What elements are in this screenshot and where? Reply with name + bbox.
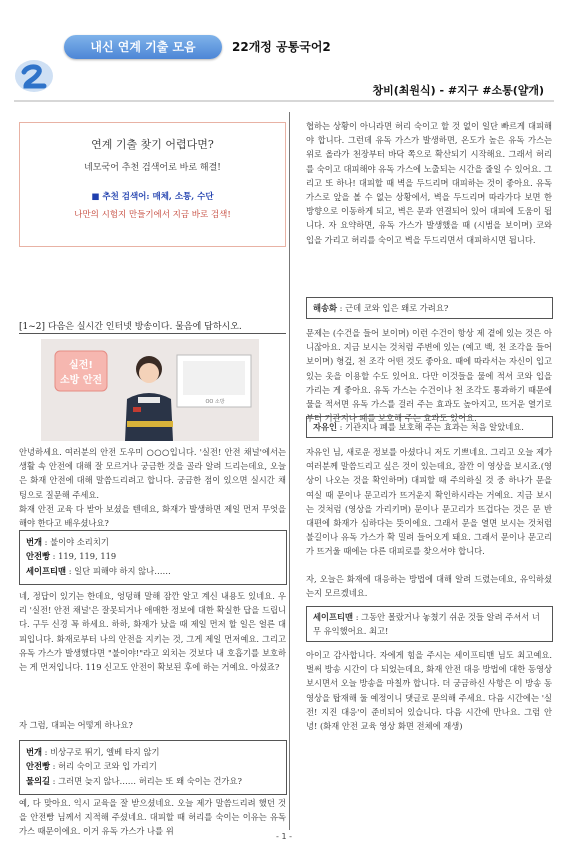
speech-paragraph: 자, 오늘은 화재에 대응하는 방법에 대해 알려 드렸는데요, 유익하셨는지 모르겠네요. <box>306 574 552 599</box>
speech-paragraph: 협하는 상황이 아니라면 허리 숙이고 할 것 없이 일단 빠르게 대피해야 합니다. 그런데 유독 가스가 발생하면, 온도가 높은 유독 가스는 위로 올라가 천장부터 바닥 쪽으로 확산되기 시작해요. 그래서 허리를 숙이고 대피해야 유독 가스에 노출되는 시간을 줄일 수 있어요. 그리고 또 하나! 대피할 때 벽을 두드리며 대피하는 것이 좋아요. 유독 가스로 앞을 볼 수 없는 상황에서, 벽을 두드리며 따라가다 보면 한 방향으로 이동하게 되고, 벽은 문과 연결되어 있어 대피에 도움이 됩니다. 자 요약하면, 유독 가스가 발생했을 때 (시범을 보이며) 코와 입을 가리고 허리를 숙이고 벽을 두드리면서 대피하시면 됩니다. <box>306 121 552 245</box>
chat-text: 그동안 몰랐거나 놓쳤기 쉬운 것들 알려 주셔서 너무 유익했어요. 최고! <box>313 612 540 636</box>
chat-text: 허리 숙이고 코와 입 가리기 <box>58 761 157 772</box>
chat-text: 그러면 늦지 않나…… 허리는 또 왜 숙이는 건가요? <box>58 775 242 786</box>
chat-box <box>19 740 287 795</box>
promo-cta[interactable]: 나만의 시험지 만들기에서 지금 바로 검색! <box>74 210 231 220</box>
promo-title: 연계 기출 찾기 어렵다면? <box>91 138 214 151</box>
speech-paragraph: 예, 다 맞아요. 익시 교육을 잘 받으셨네요. 오늘 제가 말씀드리려 했던 것을 안전빵 님께서 지적해 주셨네요. 대피할 때 허리를 숙이는 이유는 유독 가스 때문이에요. 이거 유독 가스가 나를 위 <box>19 798 286 837</box>
chat-text: 기관지나 폐를 보호해 주는 효과는 처음 알았네요. <box>345 422 524 432</box>
chat-text: 불이야 소리치기 <box>50 537 109 547</box>
publisher-logo-icon <box>14 58 54 94</box>
series-banner: 내신 연계 기출 모음 <box>64 35 222 59</box>
chat-user: 번개 <box>26 747 43 757</box>
chat-box: 자유인 : 기관지나 폐를 보호해 주는 효과는 처음 알았네요. <box>306 416 553 438</box>
chat-box: 세이프티맨 : 그동안 몰랐거나 놓쳤기 쉬운 것들 알려 주셔서 너무 유익했어요. 최고! <box>306 606 553 642</box>
chat-message: 번개 : 비상구로 뛰기, 엘베 타지 않기 <box>26 747 160 757</box>
chat-text: 119, 119, 119 <box>58 551 117 562</box>
speech-paragraph: 안녕하세요. 여러분의 안전 도우미 ○○○입니다. '실전! 안전 채널'에서는 생활 속 안전에 대해 잘 모르거나 궁금한 것을 골라 알려 드리는데요, 오늘은 화재 안전에 대해 말씀드리려고 합니다. 궁금한 점이 있으면 실시간 채팅으로 질문해 주세요. <box>19 447 286 500</box>
promo-keywords: ■ 추천 검색어: 매체, 소통, 수단 <box>91 192 214 202</box>
question-header: [1~2] 다음은 실시간 인터넷 방송이다. 물음에 답하시오. <box>19 322 242 332</box>
subject-title: 22개정 공통국어2 <box>232 40 331 54</box>
question-underline <box>19 333 286 334</box>
chat-user: 안전빵 <box>26 551 51 562</box>
column-divider <box>289 112 290 830</box>
chat-box <box>19 530 287 585</box>
chat-text: 비상구로 뛰기, 엘베 타지 않기 <box>50 747 160 757</box>
screen-label: OO 소방 <box>205 399 225 405</box>
broadcast-scene <box>41 339 259 441</box>
speech-paragraph: 자 그럼, 대피는 어떻게 하나요? <box>19 720 133 730</box>
chat-message: 세이프티맨 : 일단 피해야 하지 않나…… <box>26 565 171 576</box>
chat-user: 안전빵 <box>26 761 51 772</box>
chat-message: 안전빵 : 허리 숙이고 코와 입 가리기 <box>26 761 157 772</box>
chat-box: 해송화 : 근데 코와 입은 왜로 가려요? <box>306 297 553 319</box>
sign-text-2: 소방 안전 <box>59 375 103 386</box>
speech-paragraph: 문제는 (수건을 들어 보이며) 이런 수건이 항상 제 곁에 있는 것은 아니잖아요. 지금 보시는 것처럼 주변에 있는 (예고 백, 천 조각을 들어 보이며) 형겊, 천 조각 어떤 것도 좋아요. 때에 따라서는 자신이 입고 있는 옷을 이용할 수도 있어요. 다만 이것들을 물에 적셔 코와 입을 가리는 게 좋아요. 유독 가스는 수건이나 천 조각도 통과하기 때문에 물을 적셔면 유독 가스를 걸러 주는 효과도 높아지고, 뜨거운 열기로부터 기관지나 폐를 보호해 주는 효과도 있어요. <box>306 328 552 424</box>
chat-message: 안전빵 : 119, 119, 119 <box>26 551 117 562</box>
speech-paragraph: 화재 안전 교육 다 받아 보셨을 텐데요, 화재가 발생하면 제일 먼저 무엇을 해야 한다고 배우셨나요? <box>19 504 286 529</box>
chat-user: 해송화 <box>313 303 338 313</box>
header-divider <box>14 100 554 102</box>
chat-user: 물의길 <box>26 775 51 786</box>
chat-user: 세이프티맨 <box>313 612 354 622</box>
chat-user: 자유인 <box>313 422 338 432</box>
chat-text: 일단 피해야 하지 않나…… <box>74 565 171 576</box>
chat-message: 물의길 : 그러면 늦지 않나…… 허리는 또 왜 숙이는 건가요? <box>26 775 242 786</box>
publisher-line: 창비(최원식) - #지구 #소통(얄개) <box>372 84 544 97</box>
speech-paragraph: 네, 정답이 있기는 한데요, 엉덩해 말해 잠깐 알고 계신 내용도 있네요. 우리 '실전! 안전 채널'은 잘못되거나 애매한 정보에 대한 확실한 답을 드립니다. 구두 신경 꼭 하세요. 하하, 화재가 났을 때 제일 먼저 할 일은 얼른 대피입니다. 화재로부터 나의 안전을 지키는 것, 그게 제일 먼저예요. 그리고 유독 가스가 발생했다면 "불이야!"라고 외치는 것보다 내 호흡기를 보호하는 게 먼저입니다. 119 신고도 안전이 확보된 후에 하는 거예요. 아셨죠? <box>19 591 286 673</box>
chat-text: 근데 코와 입은 왜로 가려요? <box>345 303 449 313</box>
chat-message: 번개 : 불이야 소리치기 <box>26 537 109 547</box>
promo-box <box>19 122 286 247</box>
sign-text-1: 실전! <box>69 360 93 371</box>
chat-user: 세이프티맨 <box>26 565 67 576</box>
speech-paragraph: 아이고 감사합니다. 자에게 힘을 주시는 세이프티맨 님도 최고예요. 벌써 방송 시간이 다 되었는데요, 화재 안전 대응 방법에 대한 동영상 보시면서 오늘 방송을 마칠까 합니다. 더 궁금하신 사항은 이 방송 동영상을 탑재해 둘 예정이니 댓글로 문의해 주세요. 다음 시간에는 '실전! 지진 대응'이 준비되어 있습니다. 다음 시간에 만나요. 그럼 안녕! (화재 안전 교육 영상 화면 전체에 재생) <box>306 650 552 732</box>
promo-subtitle: 네모국어 추천 검색어로 바로 해결! <box>84 163 221 173</box>
speech-paragraph: 자유인 님, 새로운 정보를 아셨다니 저도 기쁘네요. 그리고 오늘 제가 여러분께 말씀드리고 싶은 것이 있는데요, 잠깐 이 영상을 보시죠.(영상이 나오는 것을 확인하며) 대피할 때 주의하실 것 중 하나가 문을 여실 때 문이나 문고리가 뜨거운지 확인하시라는 거예요. 지금 보시는 것처럼 (영상을 가리키며) 문이나 문고리가 뜨겁다는 것은 문 반대편에 화재가 심하다는 뜻이에요. 그래서 문을 열면 보시는 것처럼 불길이나 유독 가스가 확 밀려 들어오게 돼요. 그래서 문이나 문고리가 뜨거울 때에는 다른 대피로를 찾으셔야 합니다. <box>306 447 553 557</box>
page-number: - 1 - <box>276 832 292 841</box>
chat-user: 번개 <box>26 537 43 547</box>
broadcast-illustration <box>41 339 259 441</box>
